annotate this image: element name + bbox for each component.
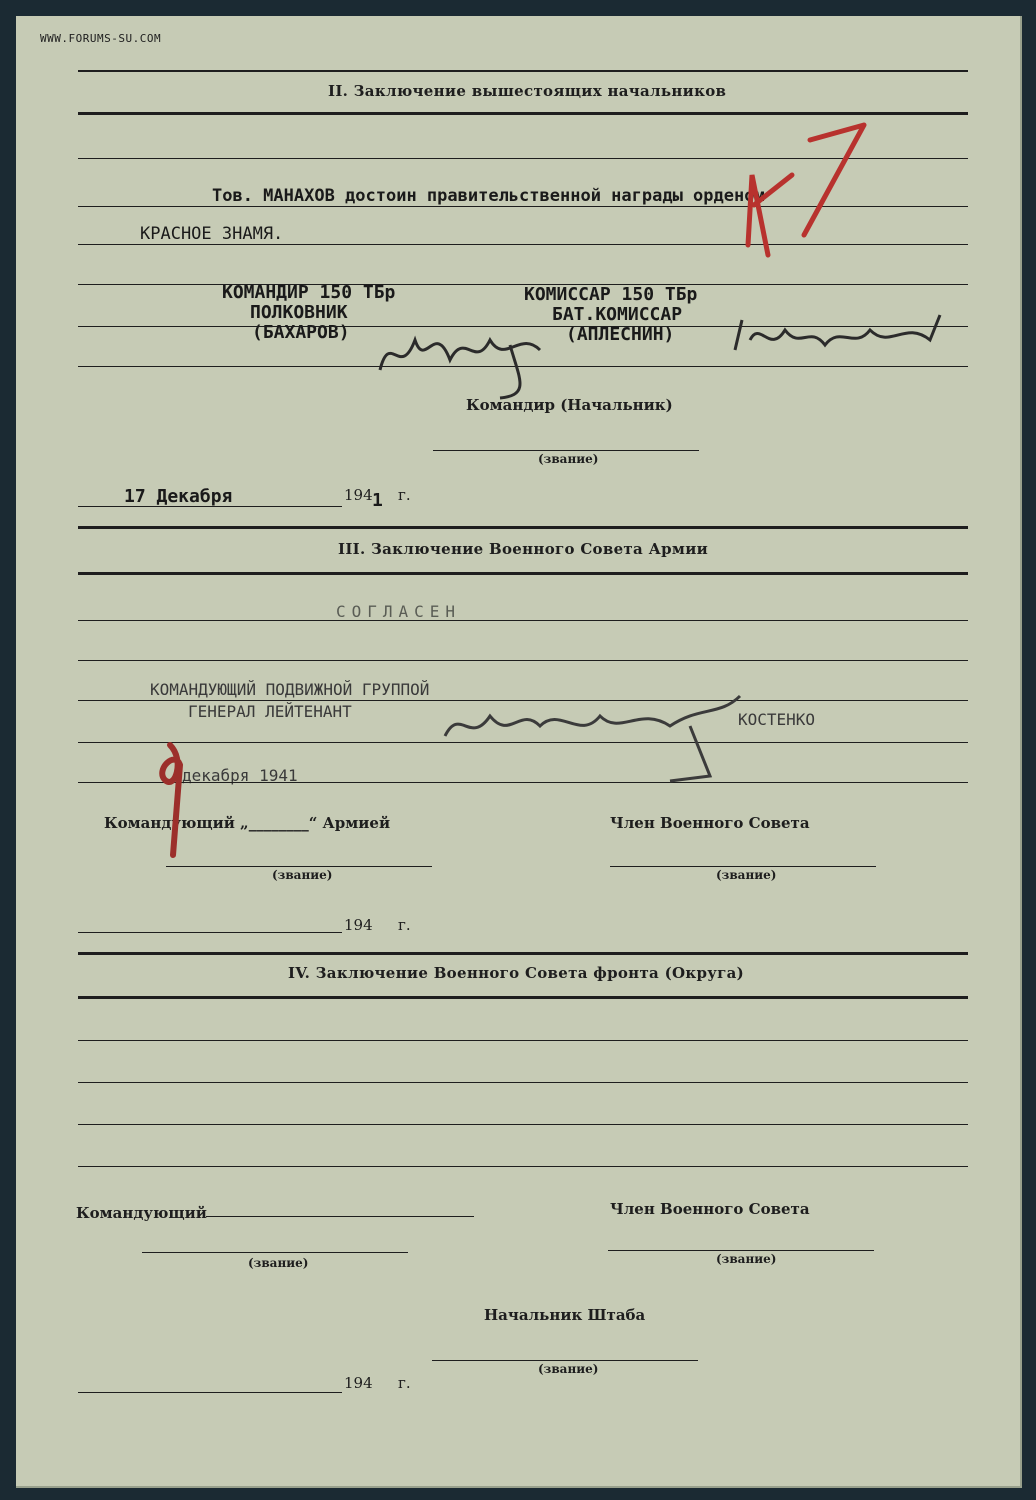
signature-line [432,1360,698,1361]
section-4-heading: IV. Заключение Военного Совета фронта (Округа) [288,964,745,982]
verdict: СОГЛАСЕН [336,602,462,621]
signature-line [433,450,699,451]
signature-line [608,1250,874,1251]
rule [78,572,968,575]
rule [78,660,968,661]
commissar-signature [730,310,950,360]
brigade-commissar-title: КОМИССАР 150 ТБр [524,284,698,305]
front-commander-label: Командующий [76,1204,207,1222]
rule [78,1166,968,1167]
army-commander-title: КОМАНДУЮЩИЙ ПОДВИЖНОЙ ГРУППОЙ [150,680,430,699]
rank-caption: (звание) [538,452,599,466]
rule [78,620,968,621]
rule [78,284,968,285]
rule [78,996,968,999]
year-suffix: г. [398,916,411,934]
commander-label: Командир (Начальник) [466,396,673,414]
brigade-commissar-rank: БАТ.КОМИССАР [552,304,683,325]
army-commander-rank: ГЕНЕРАЛ ЛЕЙТЕНАНТ [188,702,352,721]
section-2-heading: II. Заключение вышестоящих начальников [328,82,727,100]
council-member-label: Член Военного Совета [610,814,810,832]
rule [78,1082,968,1083]
rank-caption: (звание) [716,868,777,882]
brigade-commander-rank: ПОЛКОВНИК [250,302,348,323]
front-council-member-label: Член Военного Совета [610,1200,810,1218]
year-print: 194 [344,1374,373,1392]
signature-line [166,866,432,867]
chief-of-staff-label: Начальник Штаба [484,1306,646,1324]
recommendation-text-line-2: КРАСНОЕ ЗНАМЯ. [140,224,284,244]
brigade-commander-title: КОМАНДИР 150 ТБр [222,282,396,303]
signature-line [206,1216,474,1217]
year-print: 194 [344,916,373,934]
year-digit: 1 [372,490,383,511]
rank-caption: (звание) [272,868,333,882]
date-line [78,932,342,933]
signature-line [610,866,876,867]
brigade-commissar-name: (АПЛЕСНИН) [566,324,675,345]
watermark: WWW.FORUMS-SU.COM [40,32,162,45]
signature-line [142,1252,408,1253]
date-line [78,1392,342,1393]
red-pencil-mark [740,115,900,255]
army-commander-label: Командующий „________“ Армией [104,814,391,832]
rank-caption: (звание) [716,1252,777,1266]
section-3-date: декабря 1941 [182,766,298,785]
recommendation-text-line-1: Тов. МАНАХОВ достоин правительственной награды орденом [212,186,765,206]
red-pencil-day [145,740,195,860]
year-suffix: г. [398,486,411,504]
rule [78,70,968,72]
rule [78,526,968,529]
commander-signature [370,310,550,400]
section-2-date: 17 Декабря [124,486,233,507]
rank-caption: (звание) [538,1362,599,1376]
rule [78,952,968,955]
rule [78,1040,968,1041]
date-line [78,506,342,507]
army-commander-signature [440,686,760,786]
year-print: 194 [344,486,373,504]
rule [78,1124,968,1125]
army-commander-name: КОСТЕНКО [738,710,816,729]
rank-caption: (звание) [248,1256,309,1270]
year-suffix: г. [398,1374,411,1392]
section-3-heading: III. Заключение Военного Совета Армии [338,540,709,558]
brigade-commander-name: (БАХАРОВ) [252,322,350,343]
